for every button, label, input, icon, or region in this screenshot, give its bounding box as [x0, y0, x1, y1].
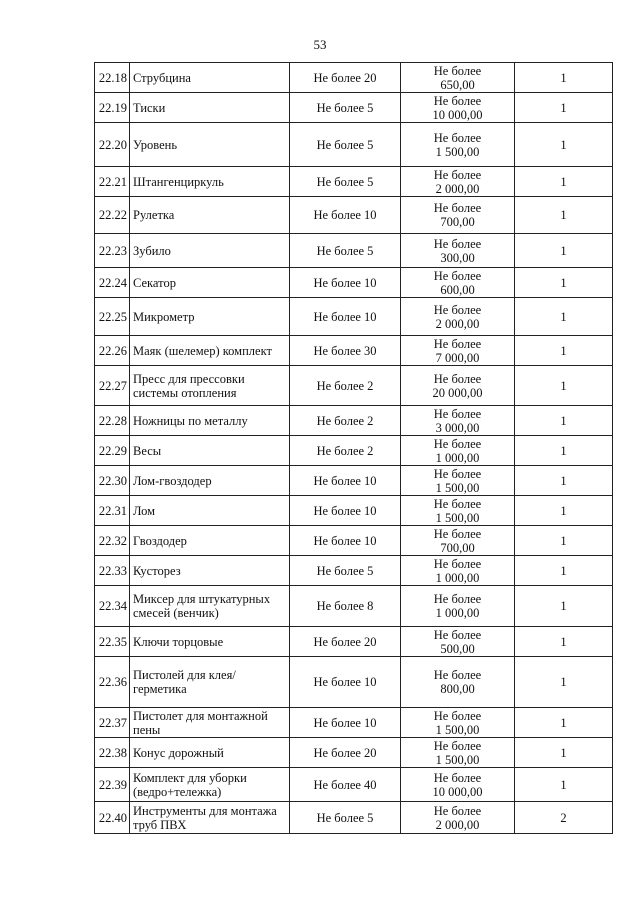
- item-number: 22.28: [95, 406, 130, 436]
- item-count: 1: [515, 123, 613, 167]
- item-quantity: Не более 10: [290, 466, 401, 496]
- item-quantity: Не более 10: [290, 496, 401, 526]
- item-number: 22.33: [95, 556, 130, 586]
- item-count: 1: [515, 466, 613, 496]
- price-value: 700,00: [440, 215, 475, 229]
- table-row: [95, 197, 613, 234]
- item-price: [401, 336, 515, 366]
- table-row: [95, 627, 613, 657]
- item-name: Пресс для прессовки системы отопления: [130, 366, 290, 406]
- item-number: 22.19: [95, 93, 130, 123]
- table-row: [95, 436, 613, 466]
- price-label: Не более: [433, 592, 482, 606]
- item-number: 22.40: [95, 802, 130, 834]
- price-label: Не более: [433, 496, 482, 511]
- item-price: [401, 234, 515, 268]
- price-value: 650,00: [440, 77, 475, 92]
- price-label: Не более: [433, 201, 482, 215]
- price-value: 1 500,00: [435, 144, 480, 159]
- item-count: 1: [515, 768, 613, 802]
- item-quantity: Не более 5: [290, 802, 401, 834]
- price-value: 1 000,00: [435, 606, 480, 620]
- price-label: Не более: [433, 236, 482, 251]
- item-name: Весы: [130, 436, 290, 466]
- price-value: 300,00: [440, 250, 475, 265]
- item-price: [401, 466, 515, 496]
- item-name: Комплект для уборки (ведро+тележка): [130, 768, 290, 802]
- item-name: Лом: [130, 496, 290, 526]
- price-value: 2 000,00: [435, 817, 480, 832]
- price-label: Не более: [433, 371, 482, 386]
- price-value: 2 000,00: [435, 316, 480, 331]
- item-name: Ножницы по металлу: [130, 406, 290, 436]
- item-quantity: Не более 5: [290, 167, 401, 197]
- item-quantity: Не более 5: [290, 556, 401, 586]
- price-value: 600,00: [440, 282, 475, 297]
- table-row: [95, 708, 613, 738]
- item-count: 1: [515, 406, 613, 436]
- item-count: 1: [515, 586, 613, 627]
- price-value: 500,00: [440, 641, 475, 656]
- item-name: Гвоздодер: [130, 526, 290, 556]
- item-quantity: Не более 20: [290, 63, 401, 93]
- price-label: Не более: [433, 302, 482, 317]
- price-label: Не более: [433, 627, 482, 642]
- item-price: [401, 123, 515, 167]
- item-quantity: Не более 20: [290, 738, 401, 768]
- price-label: Не более: [433, 556, 482, 571]
- price-label: Не более: [433, 770, 482, 785]
- item-quantity: Не более 5: [290, 123, 401, 167]
- price-label: Не более: [433, 738, 482, 753]
- item-number: 22.39: [95, 768, 130, 802]
- price-label: Не более: [433, 668, 482, 682]
- price-value: 2 000,00: [435, 181, 480, 196]
- item-quantity: Не более 40: [290, 768, 401, 802]
- item-number: 22.26: [95, 336, 130, 366]
- item-quantity: Не более 10: [290, 526, 401, 556]
- item-quantity: Не более 30: [290, 336, 401, 366]
- item-name: Уровень: [130, 123, 290, 167]
- item-price: [401, 63, 515, 93]
- price-label: Не более: [433, 336, 482, 351]
- table-row: [95, 556, 613, 586]
- item-number: 22.23: [95, 234, 130, 268]
- item-number: 22.32: [95, 526, 130, 556]
- item-price: [401, 298, 515, 336]
- item-count: 1: [515, 627, 613, 657]
- table-row: [95, 657, 613, 708]
- price-value: 1 500,00: [435, 722, 480, 737]
- table-row: [95, 496, 613, 526]
- table-row: [95, 93, 613, 123]
- item-count: 1: [515, 657, 613, 708]
- item-quantity: Не более 10: [290, 298, 401, 336]
- table-row: [95, 298, 613, 336]
- price-value: 1 500,00: [435, 752, 480, 767]
- table-row: [95, 526, 613, 556]
- item-quantity: Не более 10: [290, 708, 401, 738]
- item-name: Кусторез: [130, 556, 290, 586]
- price-label: Не более: [433, 436, 482, 451]
- item-quantity: Не более 2: [290, 406, 401, 436]
- item-name: Штангенциркуль: [130, 167, 290, 197]
- item-price: [401, 768, 515, 802]
- item-number: 22.22: [95, 197, 130, 234]
- item-number: 22.38: [95, 738, 130, 768]
- table-row: [95, 336, 613, 366]
- item-quantity: Не более 10: [290, 197, 401, 234]
- item-count: 1: [515, 167, 613, 197]
- item-count: 1: [515, 436, 613, 466]
- item-quantity: Не более 5: [290, 93, 401, 123]
- price-value: 1 500,00: [435, 510, 480, 525]
- item-number: 22.21: [95, 167, 130, 197]
- price-value: 1 500,00: [435, 480, 480, 495]
- item-name: Секатор: [130, 268, 290, 298]
- item-number: 22.35: [95, 627, 130, 657]
- item-count: 1: [515, 496, 613, 526]
- item-price: [401, 802, 515, 834]
- page-number: 53: [313, 37, 327, 52]
- table-row: [95, 123, 613, 167]
- table-row: [95, 167, 613, 197]
- item-quantity: Не более 2: [290, 366, 401, 406]
- item-price: [401, 167, 515, 197]
- item-quantity: Не более 2: [290, 436, 401, 466]
- item-price: [401, 526, 515, 556]
- item-count: 2: [515, 802, 613, 834]
- price-label: Не более: [433, 130, 482, 145]
- item-price: [401, 738, 515, 768]
- item-quantity: Не более 10: [290, 268, 401, 298]
- price-value: 1 000,00: [435, 450, 480, 465]
- table-body: [95, 63, 613, 834]
- price-label: Не более: [433, 406, 482, 421]
- item-number: 22.25: [95, 298, 130, 336]
- price-label: Не более: [433, 708, 482, 723]
- item-name: Микрометр: [130, 298, 290, 336]
- item-price: [401, 586, 515, 627]
- item-number: 22.20: [95, 123, 130, 167]
- item-count: 1: [515, 93, 613, 123]
- price-label: Не более: [433, 466, 482, 481]
- item-price: [401, 496, 515, 526]
- item-name: Маяк (шелемер) комплект: [130, 336, 290, 366]
- item-price: [401, 556, 515, 586]
- price-label: Не более: [433, 526, 482, 541]
- price-value: 800,00: [440, 682, 475, 696]
- table-row: [95, 234, 613, 268]
- item-count: 1: [515, 268, 613, 298]
- item-name: Конус дорожный: [130, 738, 290, 768]
- item-count: 1: [515, 556, 613, 586]
- table-row: [95, 738, 613, 768]
- item-price: [401, 708, 515, 738]
- table-row: [95, 63, 613, 93]
- price-label: Не более: [433, 268, 482, 283]
- item-name: Пистолей для клея/герметика: [130, 657, 290, 708]
- item-quantity: Не более 8: [290, 586, 401, 627]
- item-price: [401, 366, 515, 406]
- price-label: Не более: [433, 167, 482, 182]
- item-count: 1: [515, 63, 613, 93]
- item-count: 1: [515, 738, 613, 768]
- price-value: 20 000,00: [432, 385, 483, 400]
- table-row: [95, 268, 613, 298]
- item-number: 22.36: [95, 657, 130, 708]
- item-price: [401, 197, 515, 234]
- table-row: [95, 802, 613, 834]
- table-row: [95, 366, 613, 406]
- item-count: 1: [515, 298, 613, 336]
- item-count: 1: [515, 336, 613, 366]
- price-value: 7 000,00: [435, 350, 480, 365]
- price-value: 10 000,00: [432, 107, 483, 122]
- price-value: 700,00: [440, 540, 475, 555]
- item-price: [401, 627, 515, 657]
- item-price: [401, 268, 515, 298]
- item-number: 22.27: [95, 366, 130, 406]
- item-quantity: Не более 10: [290, 657, 401, 708]
- item-number: 22.30: [95, 466, 130, 496]
- item-price: [401, 657, 515, 708]
- item-name: Ключи торцовые: [130, 627, 290, 657]
- item-name: Пистолет для монтажной пены: [130, 708, 290, 738]
- item-count: 1: [515, 197, 613, 234]
- price-label: Не более: [433, 803, 482, 818]
- price-value: 3 000,00: [435, 420, 480, 435]
- item-name: Тиски: [130, 93, 290, 123]
- item-quantity: Не более 20: [290, 627, 401, 657]
- item-name: Инструменты для монтажа труб ПВХ: [130, 802, 290, 834]
- price-label: Не более: [433, 63, 482, 78]
- item-number: 22.31: [95, 496, 130, 526]
- item-name: Рулетка: [130, 197, 290, 234]
- item-number: 22.24: [95, 268, 130, 298]
- table-row: [95, 466, 613, 496]
- item-price: [401, 436, 515, 466]
- item-number: 22.34: [95, 586, 130, 627]
- price-value: 1 000,00: [435, 570, 480, 585]
- item-quantity: Не более 5: [290, 234, 401, 268]
- item-price: [401, 93, 515, 123]
- item-name: Миксер для штукатурных смесей (венчик): [130, 586, 290, 627]
- table-row: [95, 768, 613, 802]
- item-name: Лом-гвоздодер: [130, 466, 290, 496]
- price-value: 10 000,00: [432, 784, 483, 799]
- item-name: Струбцина: [130, 63, 290, 93]
- item-count: 1: [515, 708, 613, 738]
- item-name: Зубило: [130, 234, 290, 268]
- table-row: [95, 406, 613, 436]
- item-count: 1: [515, 526, 613, 556]
- item-number: 22.18: [95, 63, 130, 93]
- price-label: Не более: [433, 93, 482, 108]
- item-count: 1: [515, 366, 613, 406]
- table-row: [95, 586, 613, 627]
- item-count: 1: [515, 234, 613, 268]
- item-number: 22.29: [95, 436, 130, 466]
- item-price: [401, 406, 515, 436]
- item-number: 22.37: [95, 708, 130, 738]
- equipment-table: [94, 62, 613, 834]
